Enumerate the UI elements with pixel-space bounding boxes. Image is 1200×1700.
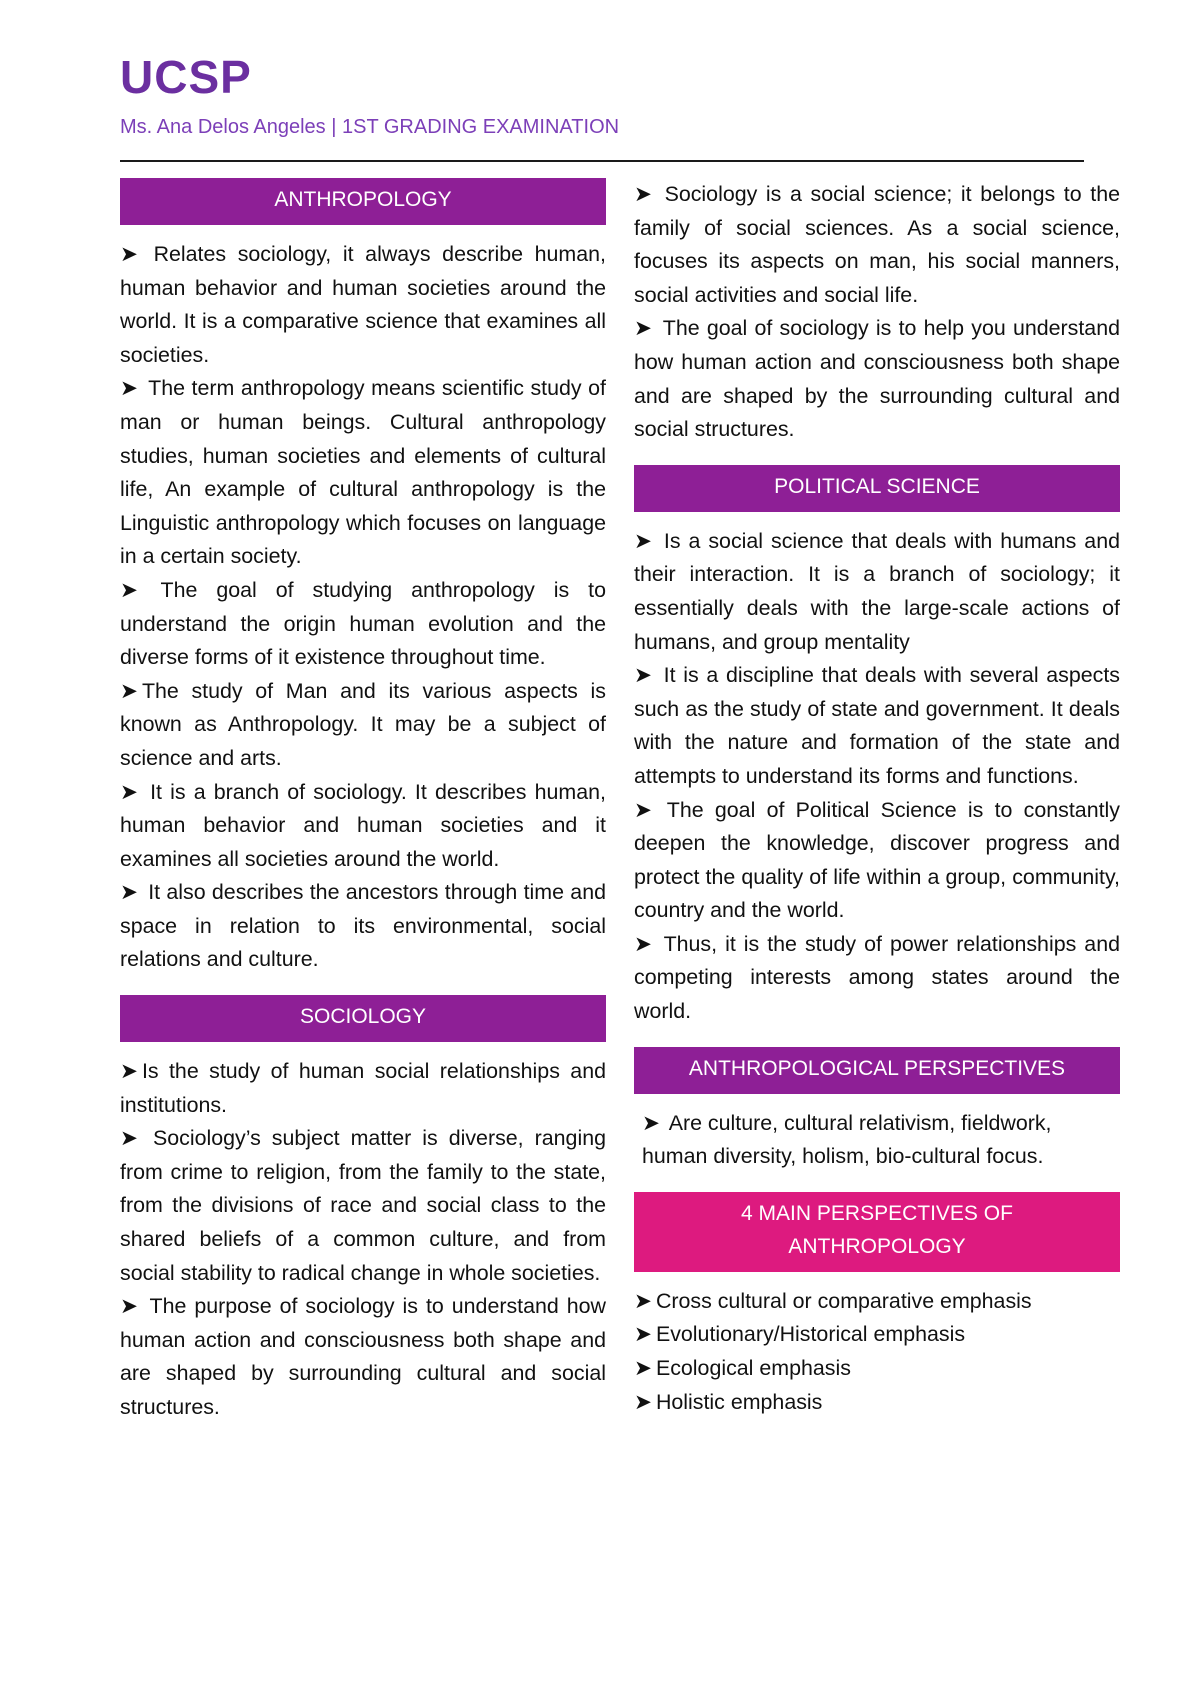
paragraph: ➤ Thus, it is the study of power relationships and competing interests among states around the world.	[634, 931, 1120, 1024]
list-item: ➤ Cross cultural or comparative emphasis	[634, 1288, 1032, 1313]
section-heading-anthropology: ANTHROPOLOGY	[120, 178, 606, 225]
paragraph: ➤ It also describes the ancestors through time and space in relation to its environmental, social relations and culture.	[120, 880, 606, 972]
arrow-bullet-icon: ➤	[634, 797, 652, 822]
paragraph: ➤ Sociology’s subject matter is diverse, ranging from crime to religion, from the family to the state, from the divisions of race and social class to the shared beliefs of a common culture, and from social stability to radical change in whole societies.	[120, 1126, 606, 1285]
paragraph: ➤ The purpose of sociology is to understand how human action and consciousness both shape and are shaped by surrounding cultural and social structures.	[120, 1294, 606, 1419]
header-divider	[120, 160, 1084, 162]
sociology-continued-body	[634, 178, 1120, 447]
heading-line: ANTHROPOLOGY	[788, 1234, 966, 1258]
arrow-bullet-icon: ➤	[120, 880, 138, 905]
list-item: ➤ Ecological emphasis	[634, 1356, 851, 1381]
paragraph: ➤ Is a social science that deals with humans and their interaction. It is a branch of sociology; it essentially deals with the large-scale actions of humans, and group mentality	[634, 528, 1120, 654]
document-subtitle: Ms. Ana Delos Angeles | 1ST GRADING EXAMINATION	[120, 116, 620, 138]
section-heading-political-science: POLITICAL SCIENCE	[634, 465, 1120, 512]
arrow-bullet-icon: ➤	[642, 1110, 660, 1135]
list-item: ➤ Evolutionary/Historical emphasis	[634, 1322, 966, 1347]
arrow-bullet-icon: ➤	[120, 376, 138, 401]
anthropological-perspectives-body	[634, 1107, 1120, 1174]
section-heading-four-main-perspectives	[634, 1192, 1120, 1272]
arrow-bullet-icon: ➤	[634, 1288, 652, 1313]
list-item: ➤ Holistic emphasis	[634, 1389, 823, 1414]
arrow-bullet-icon: ➤	[634, 1356, 652, 1381]
arrow-bullet-icon: ➤	[120, 577, 138, 602]
sociology-body	[120, 1055, 606, 1425]
paragraph: ➤ The study of Man and its various aspects is known as Anthropology. It may be a subject of science and arts.	[120, 678, 606, 770]
left-column	[120, 178, 606, 1425]
arrow-bullet-icon: ➤	[120, 1126, 138, 1151]
arrow-bullet-icon: ➤	[634, 316, 652, 341]
document-title: UCSP	[120, 51, 252, 103]
arrow-bullet-icon: ➤	[120, 678, 138, 703]
paragraph: ➤ Is the study of human social relationships and institutions.	[120, 1059, 606, 1117]
arrow-bullet-icon: ➤	[634, 182, 652, 206]
paragraph: ➤ The goal of studying anthropology is to understand the origin human evolution and the diverse forms of it existence throughout time.	[120, 577, 606, 670]
arrow-bullet-icon: ➤	[634, 528, 652, 553]
arrow-bullet-icon: ➤	[120, 242, 138, 266]
section-heading-sociology: SOCIOLOGY	[120, 995, 606, 1042]
arrow-bullet-icon: ➤	[634, 1389, 652, 1414]
arrow-bullet-icon: ➤	[120, 1059, 138, 1084]
arrow-bullet-icon: ➤	[634, 1322, 652, 1347]
political-science-body	[634, 525, 1120, 1029]
section-heading-anthropological-perspectives: ANTHROPOLOGICAL PERSPECTIVES	[634, 1047, 1120, 1094]
anthropology-body	[120, 238, 606, 977]
paragraph: ➤ The term anthropology means scientific study of man or human beings. Cultural anthropology studies, human societies and elements of cultural life, An example of cultural anthropology is the Linguistic anthropology which focuses on language in a certain society.	[120, 376, 606, 569]
arrow-bullet-icon: ➤	[634, 663, 652, 688]
paragraph: ➤ Sociology is a social science; it belongs to the family of social sciences. As a social science, focuses its aspects on man, his social manners, social activities and social life.	[634, 182, 1120, 307]
arrow-bullet-icon: ➤	[634, 931, 652, 956]
arrow-bullet-icon: ➤	[120, 1294, 138, 1319]
paragraph: ➤ It is a branch of sociology. It describes human, human behavior and human societies and it examines all societies around the world.	[120, 779, 606, 871]
right-column	[634, 178, 1120, 1419]
heading-line: 4 MAIN PERSPECTIVES OF	[741, 1201, 1013, 1225]
paragraph: ➤ The goal of Political Science is to constantly deepen the knowledge, discover progress and protect the quality of life within a group, community, country and the world.	[634, 797, 1120, 923]
four-perspectives-list	[634, 1285, 1120, 1419]
paragraph: ➤ The goal of sociology is to help you understand how human action and consciousness both shape and are shaped by the surrounding cultural and social structures.	[634, 316, 1120, 442]
paragraph: ➤ Relates sociology, it always describe human, human behavior and human societies around the world. It is a comparative science that examines all societies.	[120, 242, 606, 367]
arrow-bullet-icon: ➤	[120, 779, 138, 804]
paragraph: ➤ Are culture, cultural relativism, fieldwork, human diversity, holism, bio-cultural focus.	[642, 1110, 1052, 1169]
document-header	[120, 48, 1080, 140]
paragraph: ➤ It is a discipline that deals with several aspects such as the study of state and government. It deals with the nature and formation of the state and attempts to understand its forms and functions.	[634, 663, 1120, 788]
